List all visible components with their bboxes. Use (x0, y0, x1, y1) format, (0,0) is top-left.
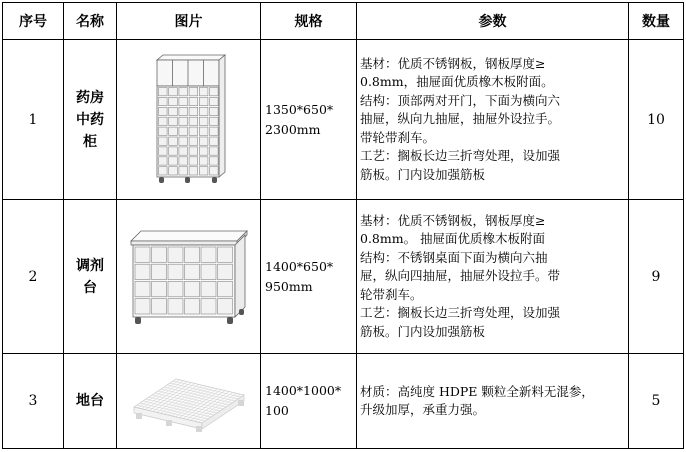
row-qty: 5 (629, 354, 684, 449)
spec-line: 1400*1000* (265, 383, 342, 398)
name-line: 台 (83, 279, 97, 296)
dispensing-counter-drawing (127, 221, 251, 333)
param-line: 轮带刹车。 (360, 286, 423, 302)
row-params (357, 40, 629, 200)
param-line: 带轮带刹车。 (360, 129, 436, 145)
row-name (64, 354, 117, 449)
name-line: 柜 (83, 133, 97, 150)
row-image (117, 40, 261, 200)
table-row (3, 200, 684, 354)
row-image (117, 354, 261, 449)
row-seq: 2 (3, 200, 64, 354)
param-line: 基材：优质不锈钢板，钢板厚度≥ (360, 55, 546, 71)
product-table (2, 2, 684, 449)
spec-line: 1400*650* (265, 258, 334, 274)
row-name (64, 40, 117, 200)
spec-line: 100 (265, 403, 289, 418)
param-line: 抽屉，纵向九抽屉，抽屉外设拉手。 (360, 111, 561, 127)
param-line: 0.8mm。 抽屉面优质橡木板附面 (360, 231, 546, 247)
header-row (3, 3, 684, 40)
param-line: 工艺：搁板长边三折弯处理，设加强 (360, 148, 561, 164)
row-name (64, 200, 117, 354)
name-line: 中药 (76, 111, 104, 128)
row-qty: 10 (629, 40, 684, 200)
header-name: 名称 (64, 3, 117, 40)
param-line: 工艺：搁板长边三折弯处理，设加强 (360, 305, 561, 321)
row-image (117, 200, 261, 354)
param-line: 材质：高纯度 HDPE 颗粒全新料无混参， (360, 383, 594, 399)
param-line: 升级加厚，承重力强。 (360, 402, 486, 417)
row-spec (261, 354, 357, 449)
row-spec (261, 200, 357, 354)
param-line: 结构：顶部两对开门，下面为横向六 (360, 92, 561, 108)
spec-line: 2300mm (265, 121, 321, 137)
header-spec: 规格 (261, 3, 357, 40)
param-line: 屉，纵向四抽屉，抽屉外设拉手。带 (360, 268, 561, 284)
row-qty: 9 (629, 200, 684, 354)
param-line: 0.8mm，抽屉面优质橡木板附面。 (360, 74, 554, 90)
header-qty: 数量 (629, 3, 684, 40)
table-row (3, 354, 684, 449)
row-params (357, 200, 629, 354)
param-line: 基材：优质不锈钢板，钢板厚度≥ (360, 212, 546, 228)
header-params: 参数 (357, 3, 629, 40)
row-seq: 1 (3, 40, 64, 200)
row-params (357, 354, 629, 449)
name-line: 地台 (76, 393, 104, 409)
param-line: 筋板。门内设加强筋板 (360, 323, 486, 339)
name-line: 药房 (76, 89, 104, 106)
header-seq: 序号 (3, 3, 64, 40)
param-line: 结构：不锈钢桌面下面为横向六抽 (360, 249, 548, 265)
param-line: 筋板。门内设加强筋板 (360, 166, 486, 182)
name-line: 调剂 (76, 257, 104, 274)
header-image: 图片 (117, 3, 261, 40)
row-seq: 3 (3, 354, 64, 449)
floor-pallet-drawing (130, 367, 248, 435)
spec-line: 1350*650* (265, 101, 334, 117)
row-spec (261, 40, 357, 200)
table-row (3, 40, 684, 200)
medicine-cabinet-drawing (149, 52, 229, 188)
spec-line: 950mm (265, 278, 313, 294)
